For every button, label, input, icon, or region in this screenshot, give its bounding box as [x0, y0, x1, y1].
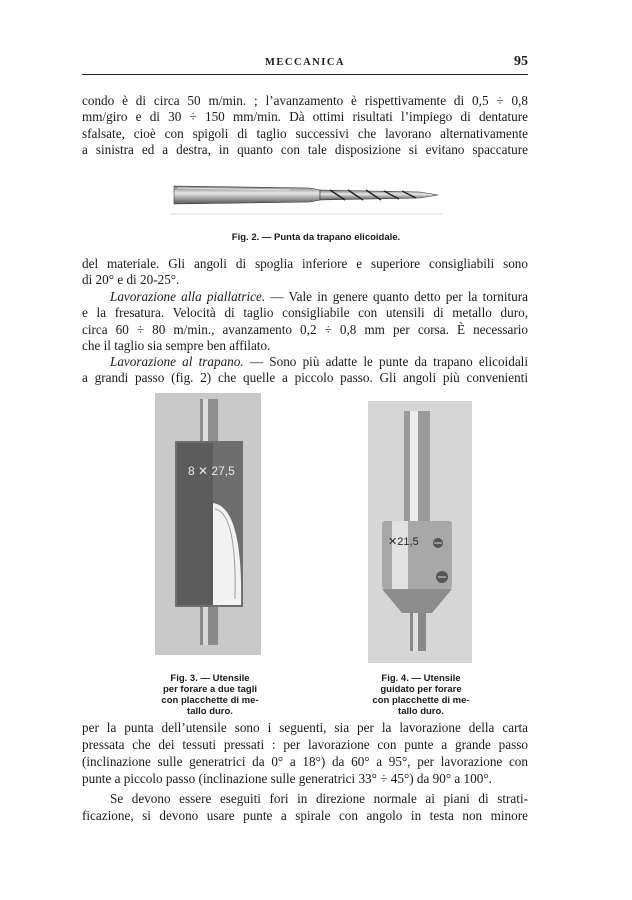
- text-fragment: — Sono più adatte le punte da trapano elicoidali: [243, 354, 528, 369]
- paragraph-4: [82, 354, 528, 387]
- text-line: per la punta dell’utensile sono i seguenti, sia per la lavorazione della carta: [82, 720, 528, 735]
- caption-line: con placchette di me-: [161, 695, 259, 706]
- text-line: circa 60 ÷ 80 m/min., avanzamento 0,2 ÷ 0,8 mm per corsa. È necessario: [82, 321, 528, 337]
- twist-drill-figure: [170, 170, 442, 220]
- text-line: che il taglio sia sempre ben affilato.: [82, 337, 271, 353]
- tool-marking: ✕21,5: [388, 536, 419, 548]
- text-line: [82, 289, 528, 305]
- caption-line: con placchette di me-: [372, 695, 470, 706]
- caption-line: Fig. 3. — Utensile: [170, 673, 250, 684]
- text-line: a sinistra ed a destra, in quanto con tale disposizione si evitano spaccature: [82, 141, 528, 157]
- text-line: condo è di circa 50 m/min. ; l’avanzamento è rispettivamente di 0,5 ÷ 0,8: [82, 93, 528, 108]
- text-line: sfalsate, cioè con spigoli di taglio successivi che lavorano alternativamente: [82, 125, 528, 141]
- text-line: [82, 354, 528, 370]
- page-number: 95: [514, 54, 528, 69]
- figure-3-caption: [150, 673, 270, 717]
- tool-marking: 8 ✕ 27,5: [188, 464, 235, 478]
- paragraph-3: [82, 289, 528, 354]
- figure-4-photo: [368, 401, 472, 663]
- figure-3-photo: [155, 393, 261, 655]
- paragraph-1: [82, 93, 528, 158]
- text-line: mm/giro e di 30 ÷ 150 mm/min. Dà ottimi risultati l’impiego di dentature: [82, 109, 528, 125]
- text-line: del materiale. Gli angoli di spoglia inferiore e superiore consigliabili sono: [82, 256, 528, 271]
- running-title: MECCANICA: [265, 57, 345, 68]
- section-heading: Lavorazione al trapano.: [110, 354, 244, 369]
- paragraph-2: [82, 256, 528, 289]
- text-line: pressata che dei tessuti pressati : per lavorazione con punte a grande passo: [82, 737, 528, 752]
- text-line: ficazione, si devono usare punte a spirale con angolo in testa non minore: [82, 808, 528, 823]
- text-fragment: — Vale in genere quanto detto per la tornitura: [265, 289, 528, 304]
- text-line: punte a piccolo passo (inclinazione sulle generatrici 33° ÷ 45°) da 90° a 100°.: [82, 771, 492, 786]
- figure-2-caption: Fig. 2. — Punta da trapano elicoidale.: [231, 232, 401, 243]
- caption-line: Fig. 4. — Utensile: [381, 673, 461, 684]
- paragraph-5: [82, 719, 528, 787]
- caption-line: guidato per forare: [380, 684, 462, 695]
- caption-line: per forare a due tagli: [163, 684, 257, 695]
- caption-line: tallo duro.: [398, 706, 444, 717]
- section-heading: Lavorazione alla piallatrice.: [110, 289, 266, 304]
- figure-4-caption: [360, 673, 482, 717]
- header-rule: [82, 74, 528, 75]
- text-line: di 20° e di 20-25°.: [82, 272, 180, 288]
- paragraph-6: [82, 790, 528, 824]
- text-line: e la fresatura. Velocità di taglio consigliabile con utensili di metallo duro,: [82, 305, 528, 321]
- text-line: (inclinazione sulle generatrici da 0° a 18°) da 60° a 95°, per lavorazione con: [82, 754, 528, 769]
- text-line: a grandi passo (fig. 2) che quelle a piccolo passo. Gli angoli più convenienti: [82, 370, 528, 386]
- page-header: [82, 55, 528, 75]
- caption-line: tallo duro.: [187, 706, 233, 717]
- text-line: Se devono essere eseguiti fori in direzione normale ai piani di strati-: [110, 791, 528, 806]
